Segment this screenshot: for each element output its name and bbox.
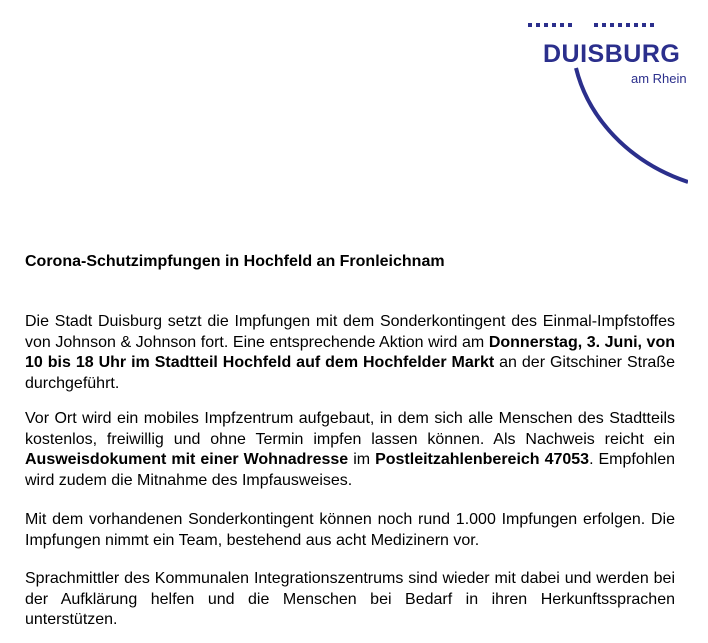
paragraph-4 bbox=[25, 569, 675, 631]
text-segment: an der Gitschiner Straße durchgeführt. bbox=[25, 354, 675, 392]
logo-subtitle: am Rhein bbox=[631, 71, 687, 86]
city-logo bbox=[528, 22, 688, 192]
text-segment: . Empfohlen wird zudem die Mitnahme des Impfausweises. bbox=[25, 451, 675, 489]
paragraph-2 bbox=[25, 409, 675, 491]
text-segment: Mit dem vorhandenen Sonderkontingent können noch rund 1.000 Impfungen erfolgen. Die Impfungen nimmt ein Team, bestehend aus acht Medizinern vor. bbox=[25, 511, 675, 549]
bold-segment: Postleitzahlenbereich 47053 bbox=[375, 451, 590, 468]
logo-name: DUISBURG bbox=[543, 40, 681, 68]
bold-segment: Donnerstag, 3. Juni, von 10 bis 18 Uhr im Stadtteil Hochfeld auf dem Hochfelder Markt bbox=[25, 333, 676, 371]
logo-dots-icon bbox=[528, 22, 658, 28]
paragraph-1 bbox=[25, 312, 675, 394]
text-segment: Sprachmittler des Kommunalen Integrationszentrums sind wieder mit dabei und werden bei der Aufklärung helfen und die Menschen bei Bedarf in ihren Herkunftssprachen unterstützen. bbox=[25, 570, 675, 628]
bold-segment: Ausweisdokument mit einer Wohnadresse bbox=[25, 451, 349, 468]
text-segment: Die Stadt Duisburg setzt die Impfungen mit dem Sonderkontingent des Einmal-Impfstoffes von Johnson & Johnson fort. Eine entsprechende Aktion wird am bbox=[25, 313, 675, 351]
document-title: Corona-Schutzimpfungen in Hochfeld an Fronleichnam bbox=[25, 253, 445, 270]
paragraph-3 bbox=[25, 510, 675, 551]
text-segment: im bbox=[348, 451, 376, 468]
text-segment: Vor Ort wird ein mobiles Impfzentrum aufgebaut, in dem sich alle Menschen des Stadtteils kostenlos, freiwillig und ohne Termin impfen lassen können. Als Nachweis reicht ein bbox=[25, 410, 675, 448]
